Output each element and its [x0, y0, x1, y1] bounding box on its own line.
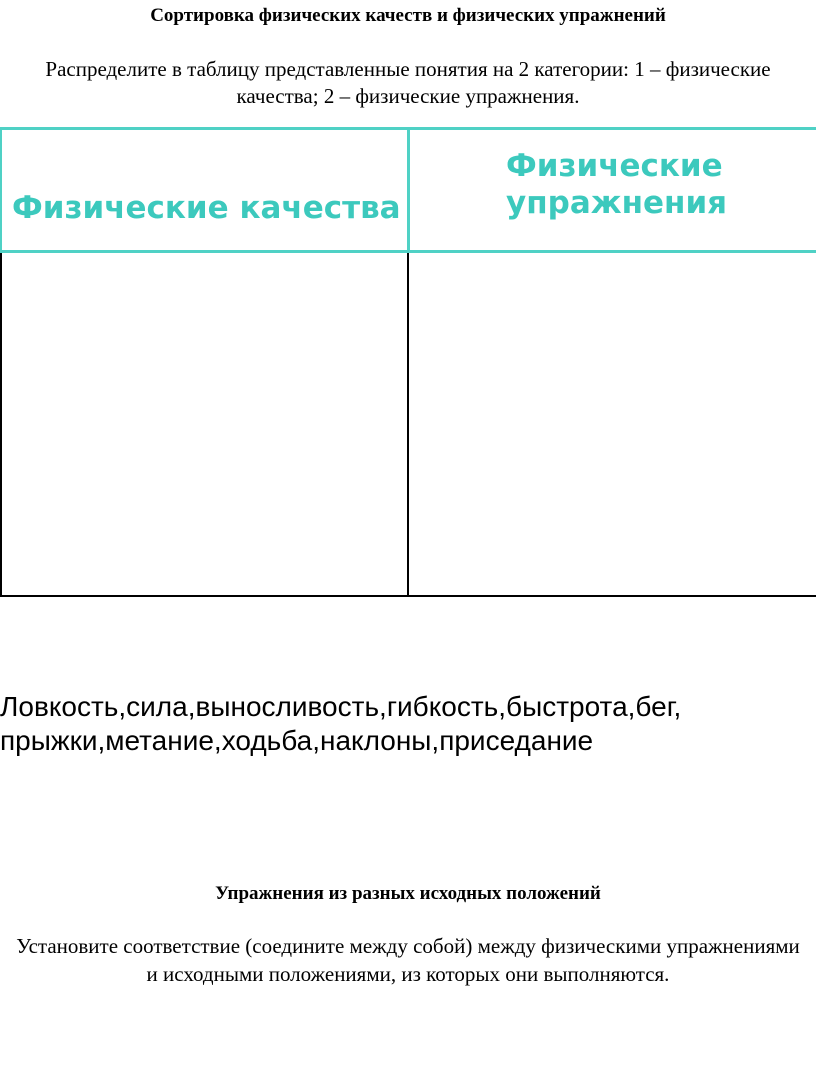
section-title: Упражнения из разных исходных положений — [215, 883, 601, 904]
word-bank-line: прыжки,метание,ходьба,наклоны,приседание — [0, 725, 594, 756]
table-border-middle — [407, 253, 409, 597]
column-header-physical-qualities: Физические качества — [12, 190, 401, 226]
word-bank-line: Ловкость,сила,выносливость,гибкость,быстрота,бег, — [0, 691, 682, 722]
section-title: Сортировка физических качеств и физических упражнений — [150, 5, 666, 26]
header-divider — [407, 127, 410, 253]
table-cell-physical-qualities[interactable] — [2, 253, 407, 595]
word-bank — [0, 690, 816, 758]
task-instructions: Установите соответствие (соедините между собой) между физическими упражнениями и исходными положениями, из которых они выполняются. — [16, 934, 800, 986]
table-border-bottom — [0, 595, 816, 597]
task-instructions: Распределите в таблицу представленные понятия на 2 категории: 1 – физические качества; 2 – физические упражнения. — [45, 57, 771, 108]
sorting-table — [0, 127, 816, 597]
table-cell-physical-exercises[interactable] — [409, 253, 816, 595]
table-border-left — [0, 253, 2, 597]
column-header-physical-exercises: Физические упражнения — [506, 148, 728, 221]
